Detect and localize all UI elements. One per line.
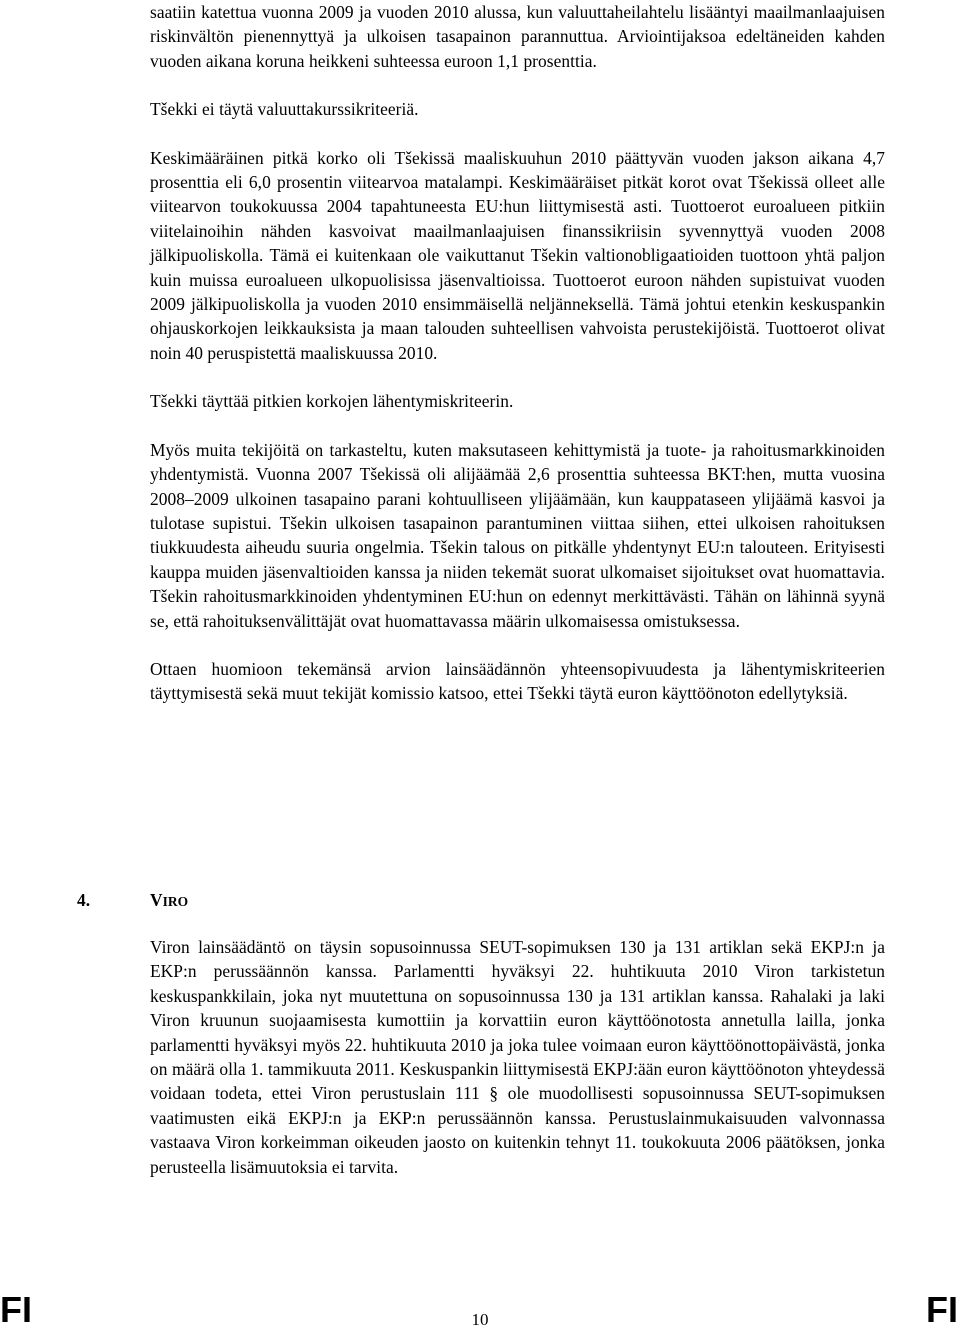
paragraph-exchange-rate: saatiin katettua vuonna 2009 ja vuoden 2010 alussa, kun valuuttaheilahtelu lisääntyi maailmanlaajuisen riskinvältön pienennyttyä ja ulkoisen tasapainon parannuttua. Arviointijaksoa edeltäneiden kahden vuoden aikana koruna heikkeni suhteessa euroon 1,1 prosenttia. <box>150 2 885 71</box>
footer-language-right: FI <box>926 1289 958 1330</box>
section-title-rest: IRO <box>162 894 189 909</box>
page-number: 10 <box>471 1310 489 1329</box>
section-title-initial: V <box>150 890 163 910</box>
paragraph-conclusion: Ottaen huomioon tekemänsä arvion lainsäädännön yhteensopivuudesta ja lähentymiskriteerien täyttymisestä sekä muut tekijät komissio katsoo, ettei Tšekki täytä euron käyttöönoton edellytyksiä. <box>150 658 885 704</box>
footer-language-left: FI <box>0 1289 32 1330</box>
document-body <box>150 0 885 706</box>
paragraph-long-term-interest: Keskimääräinen pitkä korko oli Tšekissä maaliskuuhun 2010 päättyvän vuoden jakson aikana 4,7 prosenttia eli 6,0 prosentin viitearvoa matalampi. Keskimääräiset pitkät korot ovat Tšekissä olleet alle viitearvon toukokuussa 2004 tapahtuneesta EU:hun liittymisestä asti. Tuottoerot euroalueen pitkiin viitelainoihin nähden kasvoivat maailmanlaajuisen finanssikriisin syvennyttyä vuoden 2008 jälkipuoliskolla. Tämä ei kuitenkaan ole vaikuttanut Tšekin valtionobligaatioiden tuottoon yhtä paljon kuin muissa euroalueen ulkopuolisissa jäsenvaltioissa. Tuottoerot euroon nähden supistuivat vuoden 2009 jälkipuoliskolla ja vuoden 2010 ensimmäisellä neljänneksellä. Tämä johtui etenkin keskuspankin ohjauskorkojen leikkauksista ja maan talouden suhteellisen vahvoista perustekijöistä. Tuottoerot olivat noin 40 peruspistettä maaliskuussa 2010. <box>150 147 885 363</box>
paragraph-other-factors: Myös muita tekijöitä on tarkasteltu, kuten maksutaseen kehittymistä ja tuote- ja rahoitusmarkkinoiden yhdentymistä. Vuonna 2007 Tšekissä oli alijäämää 2,6 prosenttia suhteessa BKT:hen, mutta vuosina 2008–2009 ulkoinen tasapaino parani kohtuulliseen ylijäämään, kun kauppataseen ylijäämä kasvoi ja tulotase supistui. Tšekin ulkoisen tasapainon parantuminen viittaa siihen, ettei ulkoisen rahoituksen tiukkuudesta aiheudu suuria ongelmia. Tšekin talous on pitkälle yhdentynyt EU:n talouteen. Erityisesti kauppa muiden jäsenvaltioiden kanssa ja niiden tekemät suorat ulkomaiset sijoitukset ovat huomattavia. Tšekin rahoitusmarkkinoiden yhdentyminen EU:hun on edennyt merkittävästi. Tähän on lähinnä syynä se, että rahoituksenvälittäjät ovat huomattavassa määrin ulkomaisessa omistuksessa. <box>150 439 885 631</box>
section-body <box>150 935 885 1179</box>
paragraph-exchange-criterion: Tšekki ei täytä valuuttakurssikriteeriä. <box>150 99 419 120</box>
paragraph-interest-criterion: Tšekki täyttää pitkien korkojen lähentymiskriteerin. <box>150 391 514 412</box>
paragraph-estonia-legislation: Viron lainsäädäntö on täysin sopusoinnussa SEUT-sopimuksen 130 ja 131 artiklan sekä EKPJ:n ja EKP:n perussäännön kanssa. Parlamentti hyväksyi 22. huhtikuuta 2010 Viron tarkistetun keskuspankkilain, joka nyt muutettuna on sopusoinnussa 130 ja 131 artiklan kanssa. Rahalaki ja laki Viron kruunun suojaamisesta kumottiin ja korvattiin euron käyttöönotosta annetulla lailla, jonka parlamentti hyväksyi myös 22. huhtikuuta 2010 ja joka tulee voimaan euron käyttöönottopäivästä, jonka on määrä olla 1. tammikuuta 2011. Keskuspankin liittymisestä EKPJ:ään euron käyttöönoton yhteydessä voidaan todeta, ettei Viron perustuslain 111 § ole muodollisesti sopusoinnussa SEUT-sopimuksen vaatimusten eikä EKPJ:n ja EKP:n perussäännön kanssa. Perustuslainmukaisuuden valvonnassa vastaava Viron korkeimman oikeuden jaosto on kuitenkin tehnyt 11. toukokuuta 2006 päätöksen, jonka perusteella lisämuutoksia ei tarvita. <box>150 937 885 1177</box>
section-heading <box>77 888 877 914</box>
section-number: 4. <box>77 890 91 910</box>
